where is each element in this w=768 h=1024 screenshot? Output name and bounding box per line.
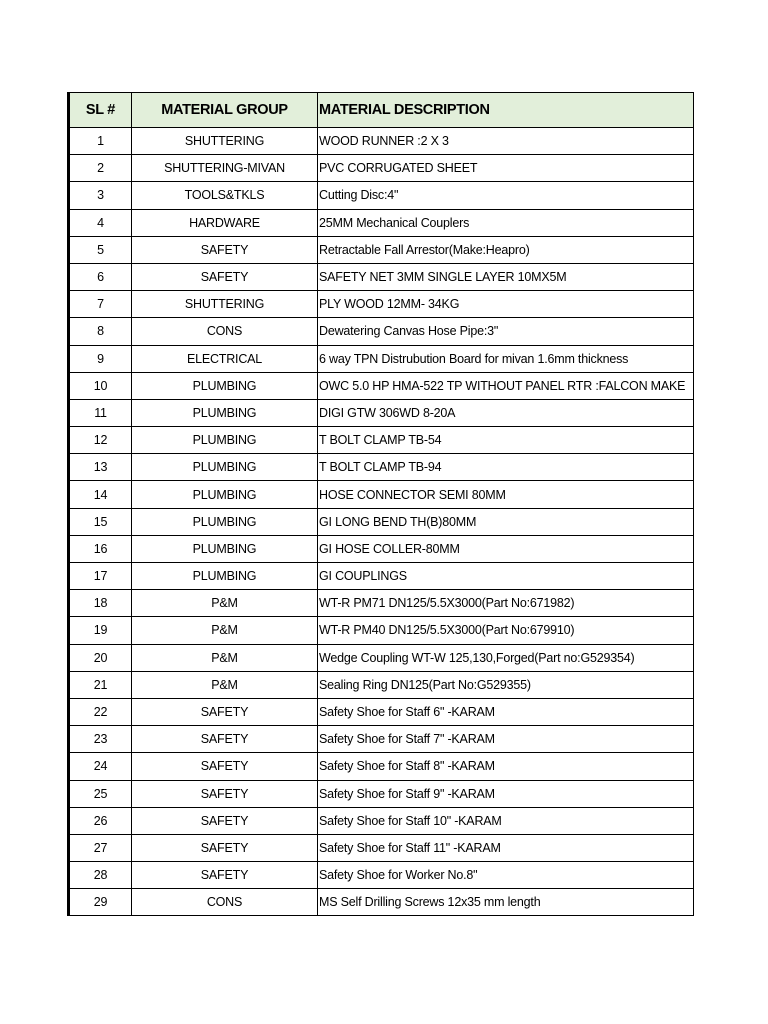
cell-sl: 27 [69, 834, 132, 861]
cell-material-group: TOOLS&TKLS [132, 182, 318, 209]
cell-material-group: PLUMBING [132, 454, 318, 481]
cell-sl: 17 [69, 563, 132, 590]
cell-material-group: SAFETY [132, 862, 318, 889]
cell-sl: 20 [69, 644, 132, 671]
table-row [69, 753, 694, 780]
cell-material-description: GI COUPLINGS [318, 563, 694, 590]
table-row [69, 644, 694, 671]
cell-material-description: Safety Shoe for Staff 8" -KARAM [318, 753, 694, 780]
cell-material-group: ELECTRICAL [132, 345, 318, 372]
cell-material-description: Safety Shoe for Worker No.8" [318, 862, 694, 889]
cell-sl: 29 [69, 889, 132, 916]
material-table [67, 92, 694, 916]
table-row [69, 698, 694, 725]
cell-sl: 3 [69, 182, 132, 209]
cell-material-description: Safety Shoe for Staff 7" -KARAM [318, 726, 694, 753]
cell-material-description: PLY WOOD 12MM- 34KG [318, 291, 694, 318]
cell-material-description: Dewatering Canvas Hose Pipe:3" [318, 318, 694, 345]
cell-material-group: HARDWARE [132, 209, 318, 236]
table-row [69, 889, 694, 916]
cell-material-group: SAFETY [132, 236, 318, 263]
cell-material-group: PLUMBING [132, 508, 318, 535]
table-row [69, 399, 694, 426]
cell-sl: 2 [69, 155, 132, 182]
cell-sl: 22 [69, 698, 132, 725]
cell-material-group: SAFETY [132, 263, 318, 290]
cell-material-description: T BOLT CLAMP TB-94 [318, 454, 694, 481]
header-material-group: MATERIAL GROUP [132, 93, 318, 128]
cell-material-description: Cutting Disc:4" [318, 182, 694, 209]
cell-sl: 26 [69, 807, 132, 834]
cell-material-description: HOSE CONNECTOR SEMI 80MM [318, 481, 694, 508]
cell-sl: 1 [69, 128, 132, 155]
cell-sl: 9 [69, 345, 132, 372]
cell-material-description: GI HOSE COLLER-80MM [318, 535, 694, 562]
cell-sl: 21 [69, 671, 132, 698]
cell-sl: 15 [69, 508, 132, 535]
cell-material-description: WT-R PM71 DN125/5.5X3000(Part No:671982) [318, 590, 694, 617]
table-row [69, 128, 694, 155]
cell-material-group: PLUMBING [132, 399, 318, 426]
cell-material-description: Safety Shoe for Staff 9" -KARAM [318, 780, 694, 807]
cell-sl: 13 [69, 454, 132, 481]
cell-material-group: P&M [132, 590, 318, 617]
cell-material-group: SAFETY [132, 698, 318, 725]
cell-sl: 6 [69, 263, 132, 290]
table-row [69, 481, 694, 508]
cell-material-group: SAFETY [132, 834, 318, 861]
cell-material-group: SHUTTERING-MIVAN [132, 155, 318, 182]
table-row [69, 454, 694, 481]
table-row [69, 508, 694, 535]
table-row [69, 427, 694, 454]
cell-sl: 25 [69, 780, 132, 807]
cell-sl: 16 [69, 535, 132, 562]
cell-material-group: P&M [132, 671, 318, 698]
table-row [69, 590, 694, 617]
cell-material-group: P&M [132, 644, 318, 671]
cell-material-description: WOOD RUNNER :2 X 3 [318, 128, 694, 155]
cell-material-description: PVC CORRUGATED SHEET [318, 155, 694, 182]
cell-sl: 28 [69, 862, 132, 889]
table-row [69, 318, 694, 345]
cell-sl: 24 [69, 753, 132, 780]
table-row [69, 182, 694, 209]
cell-material-description: SAFETY NET 3MM SINGLE LAYER 10MX5M [318, 263, 694, 290]
cell-sl: 5 [69, 236, 132, 263]
table-row [69, 263, 694, 290]
table-row [69, 563, 694, 590]
cell-material-description: Safety Shoe for Staff 11" -KARAM [318, 834, 694, 861]
cell-material-group: PLUMBING [132, 481, 318, 508]
table-row [69, 726, 694, 753]
cell-material-description: T BOLT CLAMP TB-54 [318, 427, 694, 454]
cell-material-group: CONS [132, 318, 318, 345]
cell-material-group: PLUMBING [132, 372, 318, 399]
cell-material-description: Wedge Coupling WT-W 125,130,Forged(Part no:G529354) [318, 644, 694, 671]
cell-sl: 23 [69, 726, 132, 753]
cell-material-description: WT-R PM40 DN125/5.5X3000(Part No:679910) [318, 617, 694, 644]
cell-sl: 12 [69, 427, 132, 454]
table-row [69, 807, 694, 834]
table-row [69, 236, 694, 263]
cell-material-group: PLUMBING [132, 563, 318, 590]
cell-material-group: PLUMBING [132, 535, 318, 562]
cell-sl: 10 [69, 372, 132, 399]
cell-material-description: Safety Shoe for Staff 6" -KARAM [318, 698, 694, 725]
cell-sl: 19 [69, 617, 132, 644]
cell-material-group: PLUMBING [132, 427, 318, 454]
table-row [69, 617, 694, 644]
cell-sl: 14 [69, 481, 132, 508]
cell-material-group: SAFETY [132, 753, 318, 780]
cell-material-group: SHUTTERING [132, 291, 318, 318]
cell-material-description: MS Self Drilling Screws 12x35 mm length [318, 889, 694, 916]
table-row [69, 671, 694, 698]
table-row [69, 372, 694, 399]
cell-material-description: Retractable Fall Arrestor(Make:Heapro) [318, 236, 694, 263]
header-sl: SL # [69, 93, 132, 128]
cell-material-group: SAFETY [132, 807, 318, 834]
cell-sl: 4 [69, 209, 132, 236]
table-row [69, 834, 694, 861]
cell-sl: 11 [69, 399, 132, 426]
table-row [69, 862, 694, 889]
table-row [69, 291, 694, 318]
cell-material-description: 25MM Mechanical Couplers [318, 209, 694, 236]
cell-material-group: P&M [132, 617, 318, 644]
table-row [69, 209, 694, 236]
table-header-row [69, 93, 694, 128]
cell-sl: 8 [69, 318, 132, 345]
table-row [69, 535, 694, 562]
cell-material-description: GI LONG BEND TH(B)80MM [318, 508, 694, 535]
cell-material-description: Safety Shoe for Staff 10" -KARAM [318, 807, 694, 834]
cell-material-description: 6 way TPN Distrubution Board for mivan 1.6mm thickness [318, 345, 694, 372]
cell-material-description: Sealing Ring DN125(Part No:G529355) [318, 671, 694, 698]
header-material-description: MATERIAL DESCRIPTION [318, 93, 694, 128]
cell-material-group: SHUTTERING [132, 128, 318, 155]
table-row [69, 780, 694, 807]
cell-material-description: DIGI GTW 306WD 8-20A [318, 399, 694, 426]
cell-sl: 7 [69, 291, 132, 318]
cell-sl: 18 [69, 590, 132, 617]
cell-material-group: SAFETY [132, 780, 318, 807]
table-row [69, 155, 694, 182]
table-row [69, 345, 694, 372]
cell-material-group: CONS [132, 889, 318, 916]
cell-material-description: OWC 5.0 HP HMA-522 TP WITHOUT PANEL RTR :FALCON MAKE [318, 372, 694, 399]
cell-material-group: SAFETY [132, 726, 318, 753]
